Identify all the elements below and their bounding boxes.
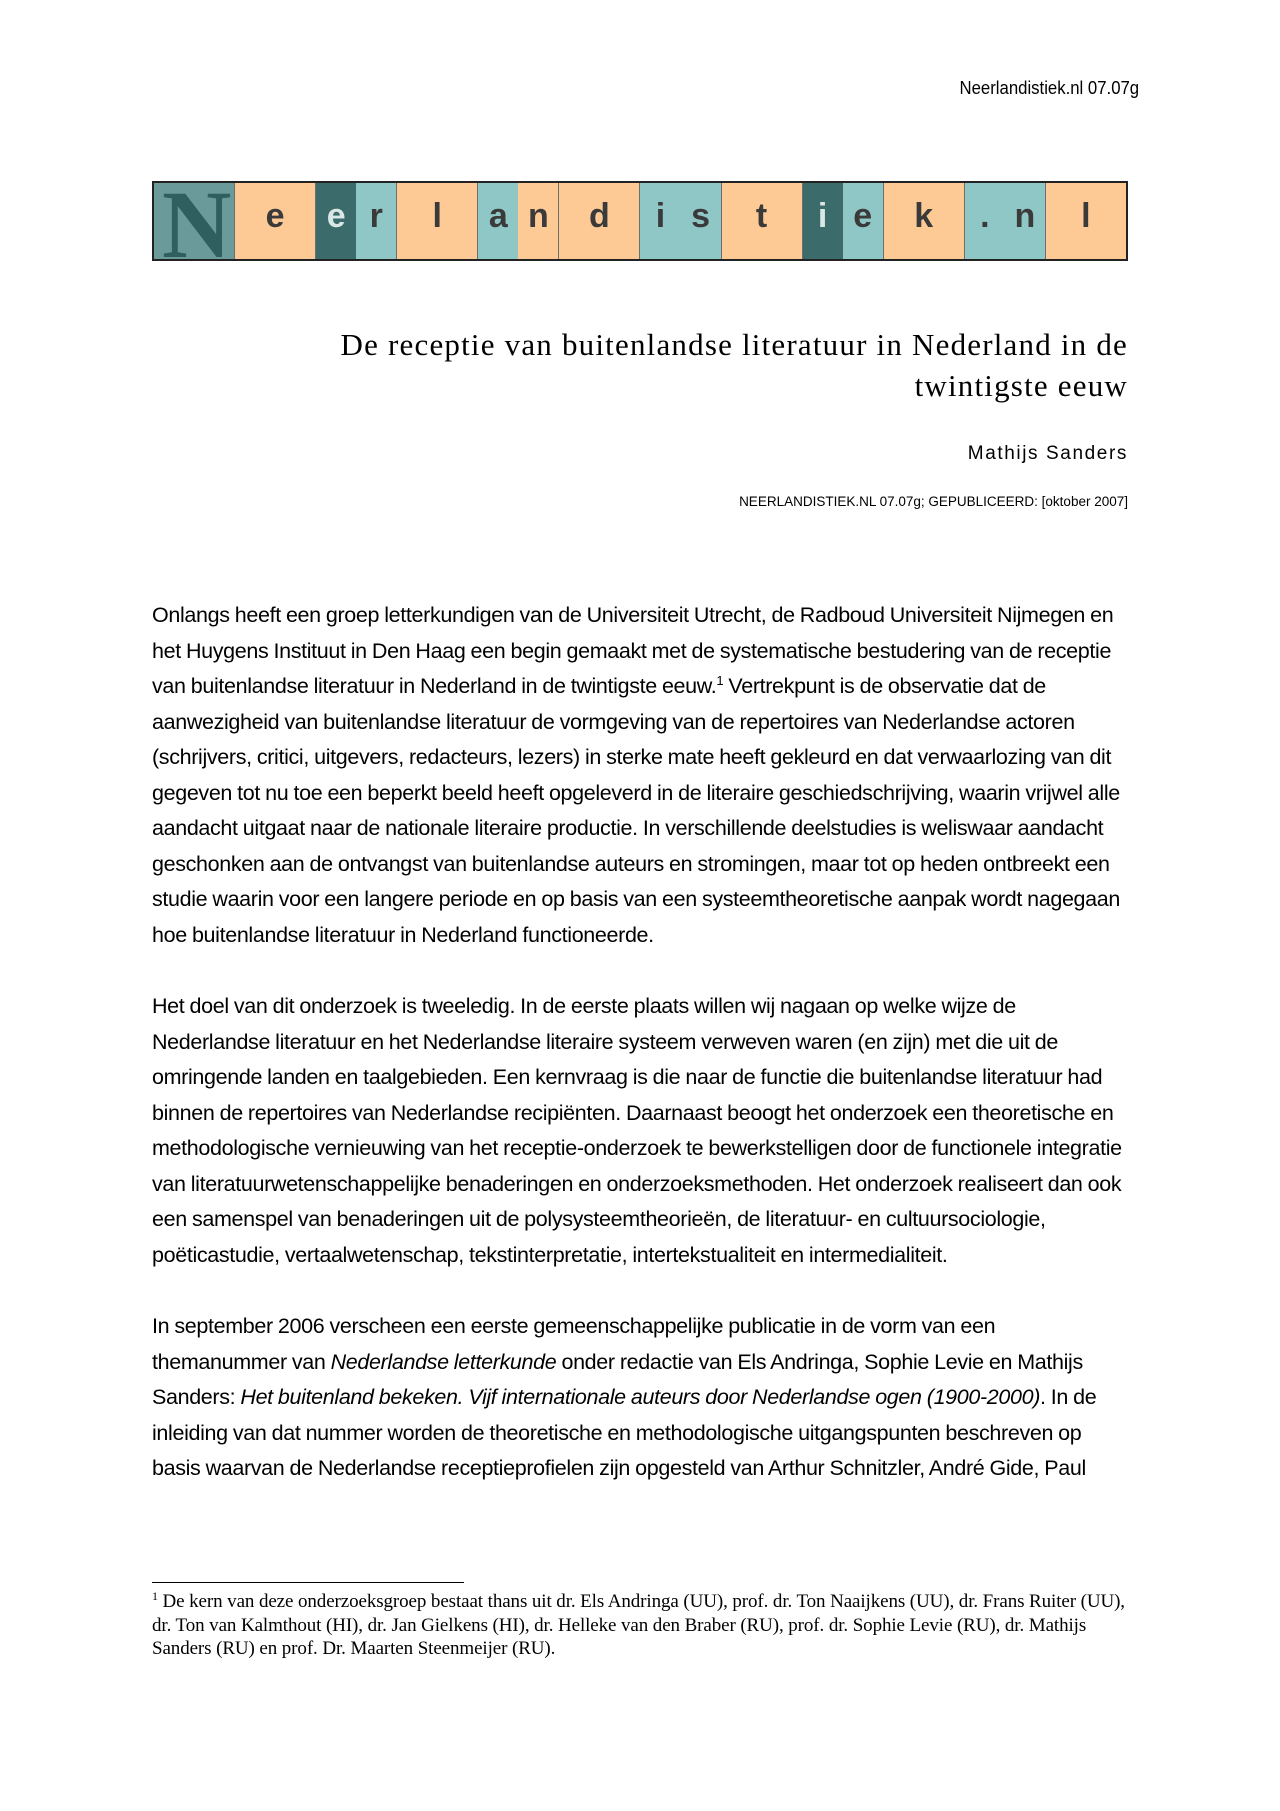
banner-letter: s [691, 197, 710, 235]
banner-tile [478, 183, 559, 259]
footnote-divider [152, 1582, 464, 1583]
banner-letter: e [326, 197, 346, 235]
site-banner-logo [152, 181, 1128, 261]
footnote [152, 1590, 1137, 1661]
page-header-reference: Neerlandistiek.nl 07.07g [959, 78, 1139, 98]
banner-letter: a [488, 197, 508, 235]
banner-tile [884, 183, 965, 259]
banner-tile [722, 183, 803, 259]
banner-letter-n: N [162, 183, 232, 259]
banner-tile [640, 183, 721, 259]
footnote-text: De kern van deze onderzoeksgroep bestaat thans uit dr. Els Andringa (UU), prof. dr. Ton Naaijkens (UU), dr. Frans Ruiter (UU), dr. Ton van Kalmthout (HI), dr. Jan Gielkens (HI), dr. Helleke van den Braber (RU), prof. dr. Sophie Levie (RU), dr. Mathijs Sanders (RU) en prof. Dr. Maarten Steenmeijer (RU). [152, 1591, 1125, 1659]
banner-letter: l [1081, 197, 1091, 235]
banner-letter: r [369, 197, 383, 235]
banner-letter: l [432, 197, 442, 235]
paragraph-3 [152, 1309, 1132, 1487]
paragraph-1-text: Onlangs heeft een groep letterkundigen van de Universiteit Utrecht, de Radboud Universiteit Nijmegen en het Huygens Instituut in Den Haag een begin gemaakt met de systematische bestudering van de receptie van buitenlandse literatuur in Nederland in de twintigste eeuw. [152, 603, 1114, 698]
article-author: Mathijs Sanders [967, 443, 1128, 464]
banner-tile [559, 183, 640, 259]
paragraph-1-continued: Vertrekpunt is de observatie dat de aanwezigheid van buitenlandse literatuur de vormgeving van de repertoires van Nederlandse actoren (schrijvers, critici, uitgevers, redacteurs, lezers) in sterke mate heeft gekleurd en dat verwaarlozing van dit gegeven tot nu toe een beperkt beeld heeft opgeleverd in de literaire geschiedschrijving, waarin vrijwel alle aandacht uitgaat naar de nationale literaire productie. In verschillende deelstudies is weliswaar aandacht geschonken aan de ontvangst van buitenlandse auteurs en stromingen, maar tot op heden ontbreekt een studie waarin voor een langere periode en op basis van een systeemtheoretische aanpak wordt nagegaan hoe buitenlandse literatuur in Nederland functioneerde. [152, 674, 1120, 947]
article-body [152, 598, 1132, 1523]
footnote-number: 1 [152, 1589, 158, 1603]
paragraph-1 [152, 598, 1132, 953]
banner-letter: d [589, 197, 610, 235]
journal-title: Nederlandse letterkunde [330, 1349, 557, 1374]
paragraph-3-text: In september 2006 verscheen een eerste gemeenschappelijke publicatie in de vorm van een themanummer van [152, 1314, 996, 1374]
banner-letter: k [914, 197, 934, 235]
banner-letter: n [527, 197, 549, 235]
banner-tile [235, 183, 316, 259]
issue-title: Het buitenland bekeken. Vijf internationale auteurs door Nederlandse ogen (1900-2000) [240, 1385, 1041, 1409]
banner-tile [965, 183, 1046, 259]
paragraph-2: Het doel van dit onderzoek is tweeledig. In de eerste plaats willen wij nagaan op welke wijze de Nederlandse literatuur en het Nederlandse literaire systeem verweven waren (en zijn) met die uit de omringende landen en taalgebieden. Een kernvraag is die naar de functie die buitenlandse literatuur had binnen de repertoires van Nederlandse recipiënten. Daarnaast beoogt het onderzoek een theoretische en methodologische vernieuwing van het receptie-onderzoek te bewerkstelligen door de functionele integratie van literatuurwetenschappelijke benaderingen en onderzoeksmethoden. Het onderzoek realiseert dan ook een samenspel van benaderingen uit de polysysteemtheorieën, de literatuur- en cultuursociologie, poëticastudie, vertaalwetenschap, tekstinterpretatie, intertekstualiteit en intermedialiteit. [152, 994, 1122, 1267]
banner-tile [803, 183, 884, 259]
banner-tile-n [154, 183, 235, 259]
banner-tile [316, 183, 397, 259]
publication-info: NEERLANDISTIEK.NL 07.07g; GEPUBLICEERD: [oktober 2007] [739, 494, 1128, 509]
banner-letter: e [265, 197, 285, 235]
banner-letter: t [755, 197, 768, 235]
paragraph-3-text: . In de inleiding van dat nummer worden de theoretische en methodologische uitgangspunten beschreven op basis waarvan de Nederlandse receptieprofielen zijn opgesteld van Arthur Schnitzler, André Gide, Paul [152, 1385, 1097, 1480]
paragraph-3-text: onder redactie van Els Andringa, Sophie Levie en Mathijs Sanders: [152, 1349, 1083, 1409]
article-title-line-2: twintigste eeuw [914, 368, 1128, 403]
banner-letter: i [817, 197, 828, 235]
banner-letter: e [853, 197, 873, 235]
footnote-reference[interactable]: 1 [716, 673, 724, 688]
article-title-line-1: De receptie van buitenlandse literatuur in Nederland in de [340, 327, 1128, 362]
banner-letter: i [655, 197, 666, 235]
banner-letter: . [980, 197, 990, 235]
banner-tile [1046, 183, 1126, 259]
article-title [128, 324, 1128, 406]
banner-letter: n [1014, 197, 1036, 235]
banner-tile [397, 183, 478, 259]
